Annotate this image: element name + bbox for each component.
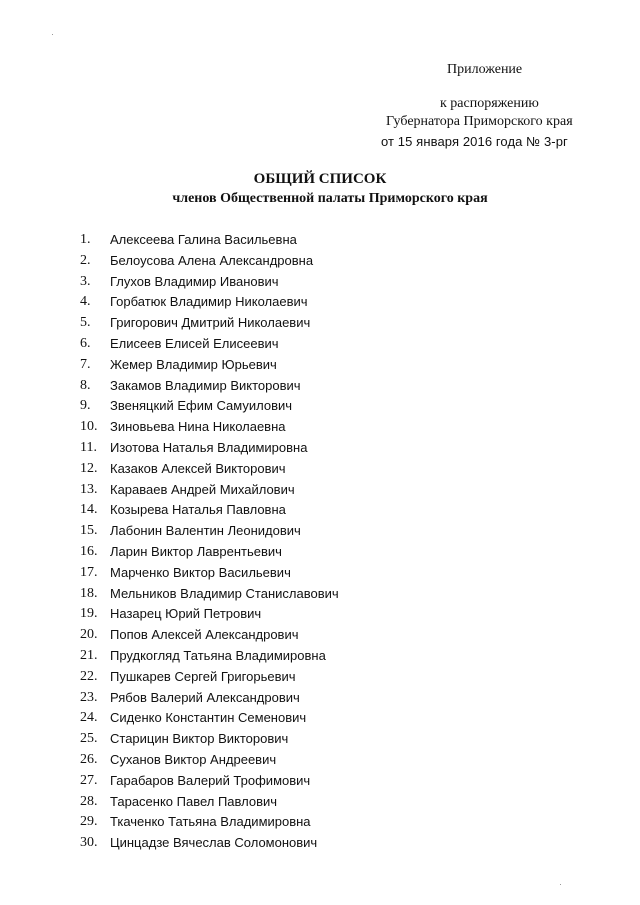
list-item-name: Гарабаров Валерий Трофимович [110,772,311,788]
list-item-name: Закамов Владимир Викторович [110,377,301,393]
list-item-number: 26. [80,751,98,767]
list-item-name: Ларин Виктор Лаврентьевич [110,543,282,559]
list-item-name: Назарец Юрий Петрович [110,606,262,622]
list-item-name: Марченко Виктор Васильевич [110,564,291,580]
list-item-number: 18. [80,585,98,601]
list-item-name: Белоусова Алена Александровна [110,252,314,268]
list-item-number: 27. [80,772,98,788]
document-subtitle [0,190,640,208]
list-item-number: 3. [80,273,91,289]
list-item-name: Мельников Владимир Станиславович [110,585,339,601]
list-item-number: 22. [80,668,98,684]
list-item-name: Изотова Наталья Владимировна [110,439,308,455]
list-item-number: 10. [80,419,98,435]
list-item-name: Зиновьева Нина Николаевна [110,419,286,435]
list-item-number: 19. [80,606,98,622]
list-item-name: Прудкогляд Татьяна Владимировна [110,647,326,663]
list-item-number: 29. [80,814,98,830]
list-item-name: Старицин Виктор Викторович [110,731,289,747]
list-item-number: 25. [80,731,98,747]
list-item-name: Сиденко Константин Семенович [110,710,307,726]
list-item-name: Горбатюк Владимир Николаевич [110,294,308,310]
list-item-name: Алексеева Галина Васильевна [110,232,297,247]
list-item-number: 5. [80,315,91,331]
scan-speck [52,34,53,35]
list-item-number: 1. [80,232,91,247]
list-item-number: 13. [80,481,98,497]
list-item-name: Лабонин Валентин Леонидович [110,523,301,539]
list-item-name: Попов Алексей Александрович [110,627,299,643]
list-item-name: Казаков Алексей Викторович [110,460,286,476]
list-item-name: Суханов Виктор Андреевич [110,751,277,767]
list-item-number: 20. [80,627,98,643]
document-subtitle-text: членов Общественной палаты Приморского края [172,191,488,206]
list-item-number: 7. [80,356,91,372]
list-item-number: 24. [80,710,98,726]
list-item-name: Звеняцкий Ефим Самуилович [110,398,293,414]
list-item-number: 17. [80,564,98,580]
appendix-to-order: к распоряжению [440,96,539,111]
list-item-name: Елисеев Елисей Елисеевич [110,335,279,351]
list-item-number: 4. [80,294,91,310]
list-item-name: Тарасенко Павел Павлович [110,793,278,809]
list-item-name: Жемер Владимир Юрьевич [110,356,277,372]
list-item-number: 14. [80,502,98,518]
list-item-number: 23. [80,689,98,705]
list-item-name: Ткаченко Татьяна Владимировна [110,814,311,830]
list-item-number: 11. [80,439,97,455]
appendix-block [0,0,640,160]
scan-speck [560,884,561,885]
list-item-name: Цинцадзе Вячеслав Соломонович [110,835,318,851]
list-item-number: 21. [80,647,98,663]
list-item-number: 9. [80,398,91,414]
list-item-name: Козырева Наталья Павловна [110,502,286,518]
list-item-name: Григорович Дмитрий Николаевич [110,315,311,331]
list-item-number: 30. [80,835,98,851]
list-item-name: Рябов Валерий Александрович [110,689,300,705]
appendix-title: Приложение [447,62,523,77]
appendix-governor: Губернатора Приморского края [386,114,573,129]
list-item-number: 8. [80,377,91,393]
list-item-number: 16. [80,543,98,559]
list-item-number: 15. [80,523,98,539]
list-item-name: Глухов Владимир Иванович [110,273,279,289]
list-item-number: 2. [80,252,91,268]
list-item-name: Караваев Андрей Михайлович [110,481,295,497]
appendix-date: от 15 января 2016 года № 3-рг [381,134,568,149]
list-item-name: Пушкарев Сергей Григорьевич [110,668,296,684]
list-item-number: 6. [80,335,91,351]
list-item-number: 28. [80,793,98,809]
list-item-number: 12. [80,460,98,476]
document-title: ОБЩИЙ СПИСОК [253,171,387,187]
